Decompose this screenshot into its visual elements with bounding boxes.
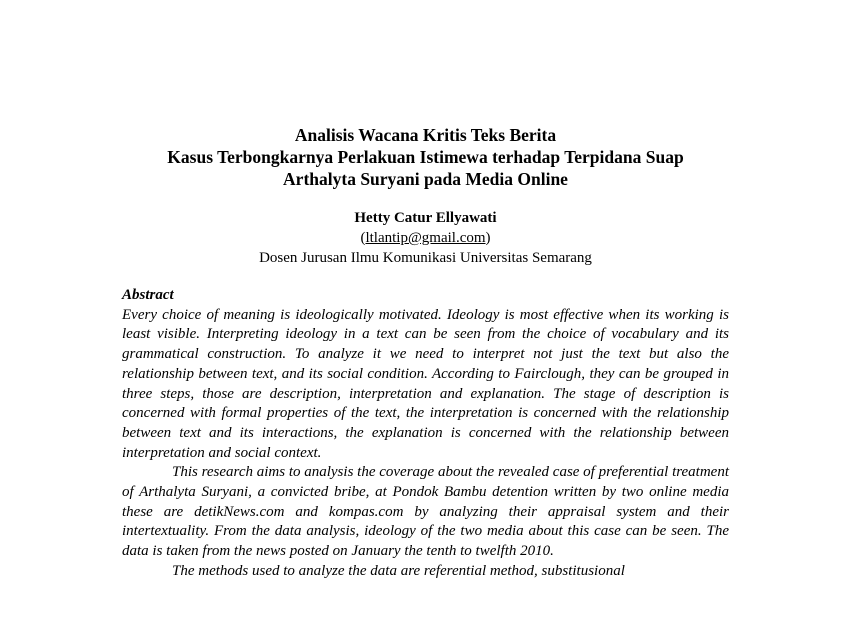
abstract-section: [122, 286, 729, 582]
title-line-3: Arthalyta Suryani pada Media Online: [283, 169, 568, 189]
author-email-link[interactable]: ltlantip@gmail.com: [365, 230, 486, 246]
abstract-paragraph-2: This research aims to analysis the coverage about the revealed case of preferential treatment of Arthalyta Suryani, a convicted bribe, at Pondok Bambu detention written by two online media these are detikNews.com and kompas.com by analyzing their appraisal system and their intertextuality. From the data analysis, ideology of the two media about this case can be seen. The data is taken from the news posted on January the tenth to twelfth 2010.: [122, 464, 729, 560]
abstract-paragraph-3: The methods used to analyze the data are referential method, substitusional: [172, 562, 625, 579]
author-email-line: [122, 228, 729, 248]
title-line-2: Kasus Terbongkarnya Perlakuan Istimewa terhadap Terpidana Suap: [167, 147, 684, 167]
author-block: [122, 208, 729, 268]
email-open-paren: (: [360, 230, 366, 246]
paper-page: [122, 124, 729, 582]
title-line-1: Analisis Wacana Kritis Teks Berita: [294, 125, 557, 145]
email-close-paren: ): [485, 230, 491, 246]
abstract-heading: Abstract: [122, 287, 174, 303]
abstract-paragraph-1: Every choice of meaning is ideologically motivated. Ideology is most effective when its working is least visible. Interpreting ideology in a text can be seen from the choice of vocabulary and its grammatical construction. To analyze it we need to interpret not just the text but also the relationship between text, and its social condition. According to Fairclough, they can be grouped in three steps, those are description, interpretation and explanation. The stage of description is concerned with formal properties of the text, the interpretation is concerned with the relationship between text and its interactions, the explanation is concerned with the relationship between interpretation and social context.: [122, 306, 729, 461]
author-affiliation: Dosen Jurusan Ilmu Komunikasi Universitas Semarang: [259, 250, 592, 266]
paper-title: [122, 124, 729, 190]
author-name: Hetty Catur Ellyawati: [354, 210, 497, 226]
